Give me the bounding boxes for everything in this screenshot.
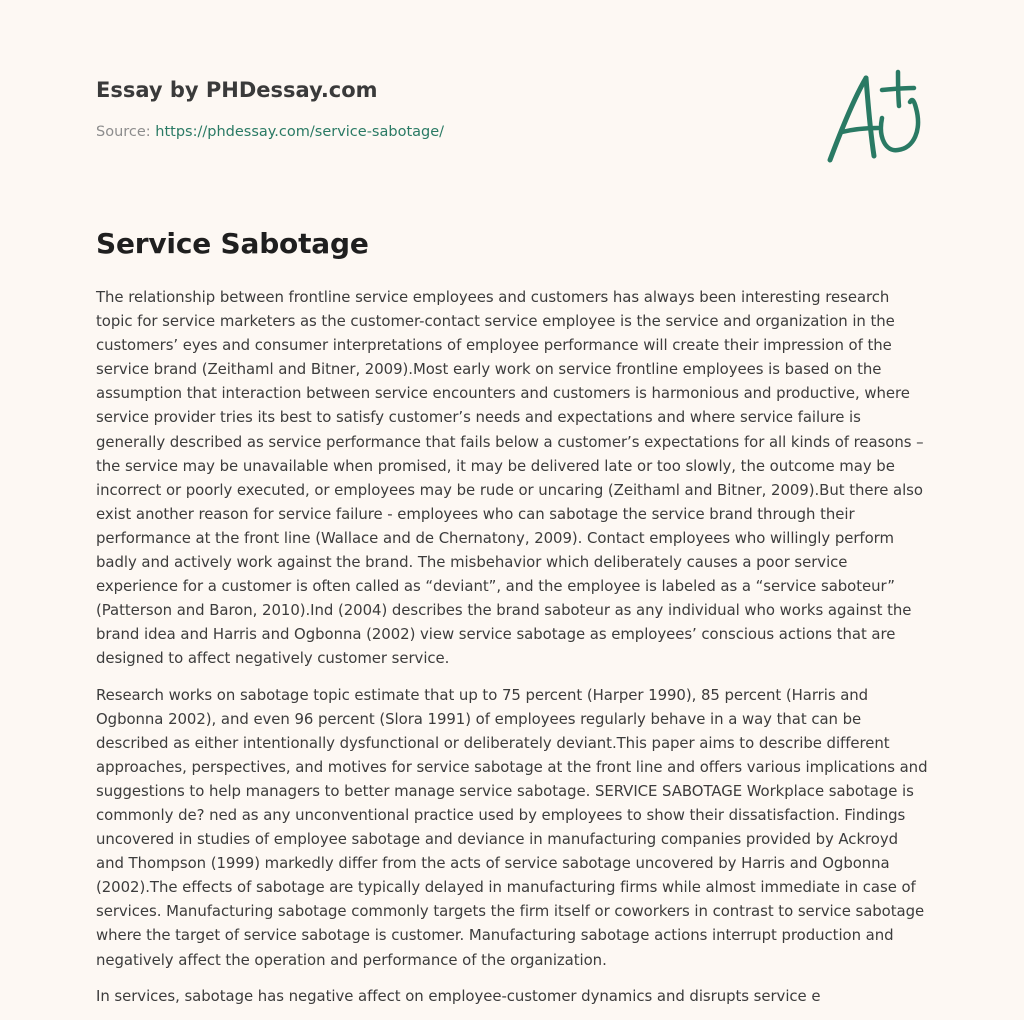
essay-header	[96, 76, 796, 142]
essay-paragraph: The relationship between frontline service employees and customers has always been interesting research topic for service marketers as the customer-contact service employee is the service and organization in the customers’ eyes and consumer interpretations of employee performance will create their impression of the service brand (Zeithaml and Bitner, 2009).Most early work on service frontline employees is based on the assumption that interaction between service encounters and customers is harmonious and productive, where service provider tries its best to satisfy customer’s needs and expectations and where service failure is generally described as service performance that fails below a customer’s expectations for all kinds of reasons – the service may be unavailable when promised, it may be delivered late or too slowly, the outcome may be incorrect or poorly executed, or employees may be rude or uncaring (Zeithaml and Bitner, 2009).But there also exist another reason for service failure - employees who can sabotage the service brand through their performance at the front line (Wallace and de Chernatony, 2009). Contact employees who willingly perform badly and actively work against the brand. The misbehavior which deliberately causes a poor service experience for a customer is often called as “deviant”, and the employee is labeled as a “service saboteur” (Patterson and Baron, 2010).Ind (2004) describes the brand saboteur as any individual who works against the brand idea and Harris and Ogbonna (2002) view service sabotage as employees’ conscious actions that are designed to affect negatively customer service.	[96, 288, 924, 668]
a-plus-grade-icon	[820, 66, 930, 166]
site-brand: Essay by PHDessay.com	[96, 78, 378, 102]
essay-paragraph: Research works on sabotage topic estimate that up to 75 percent (Harper 1990), 85 percent (Harris and Ogbonna 2002), and even 96 percent (Slora 1991) of employees regularly behave in a way that can be described as either intentionally dysfunctional or deliberately deviant.This paper aims to describe different approaches, perspectives, and motives for service sabotage at the front line and offers various implications and suggestions to help managers to better manage service sabotage. SERVICE SABOTAGE Workplace sabotage is commonly de? ned as any unconventional practice used by employees to show their dissatisfaction. Findings uncovered in studies of employee sabotage and deviance in manufacturing companies provided by Ackroyd and Thompson (1999) markedly differ from the acts of service sabotage uncovered by Harris and Ogbonna (2002).The effects of sabotage are typically delayed in manufacturing firms while almost immediate in case of services. Manufacturing sabotage commonly targets the firm itself or coworkers in contrast to service sabotage where the target of service sabotage is customer. Manufacturing sabotage actions interrupt production and negatively affect the operation and performance of the organization.	[96, 685, 928, 969]
essay-title: Service Sabotage	[96, 227, 369, 260]
essay-body	[96, 285, 930, 1020]
essay-paragraph: In services, sabotage has negative affect on employee-customer dynamics and disrupts service e	[96, 986, 821, 1005]
source-line	[96, 122, 796, 142]
source-label: Source:	[96, 124, 156, 140]
source-link[interactable]: https://phdessay.com/service-sabotage/	[155, 124, 445, 140]
